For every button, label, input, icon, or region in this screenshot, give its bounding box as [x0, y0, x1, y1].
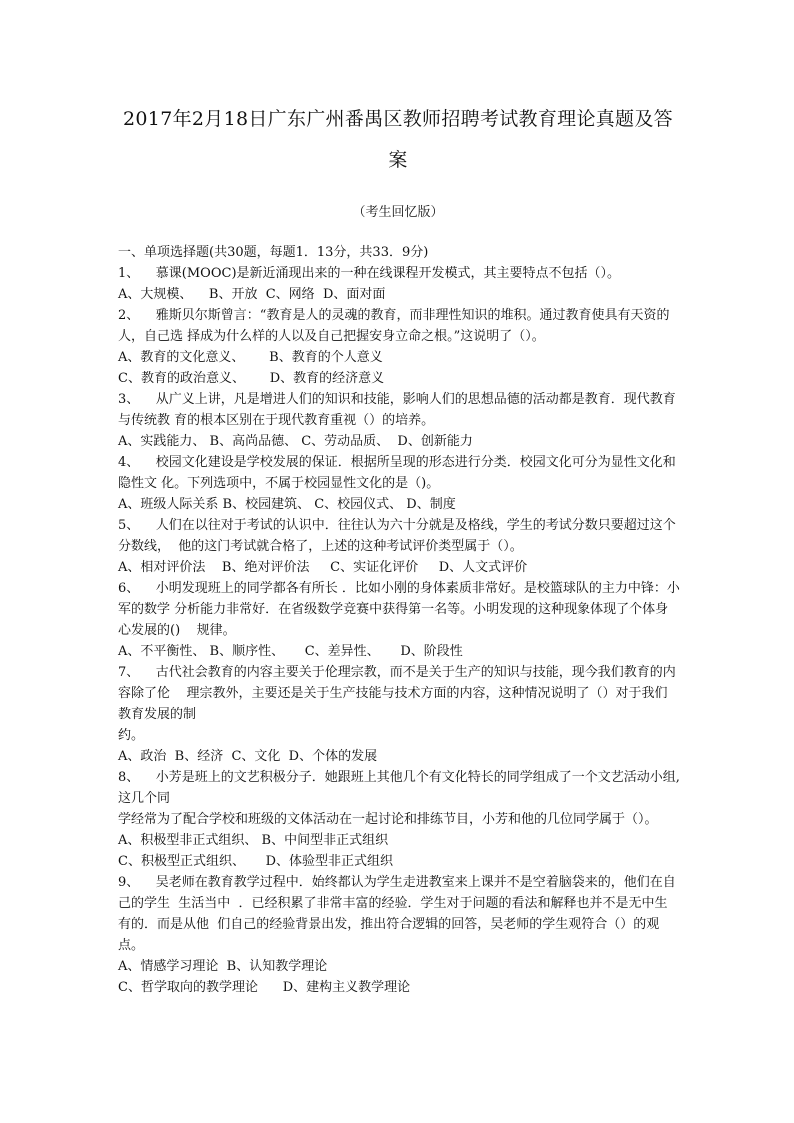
- question-options: A、不平衡性、 B、顺序性、 C、差异性、 D、阶段性: [118, 644, 463, 659]
- question-options: A、情感学习理论 B、认知教学理论: [118, 959, 328, 974]
- question-options: C、积极型正式组织、 D、体验型非正式组织: [118, 854, 394, 869]
- question-stem: 5、 人们在以往对于考试的认识中．往往认为六十分就是及格线，学生的考试分数只要超过这个分数线， 他的这门考试就合格了，上述的这种考试评价类型属于（）。: [118, 518, 676, 554]
- section-header: 一、单项选择题(共30题，每题1．13分，共33．9分): [118, 245, 429, 260]
- question-stem: 9、 吴老师在教育教学过程中．始终都认为学生走进教室来上课并不是空着脑袋来的，他们在自己的学生 生活当中 ．已经积累了非常丰富的经验．学生对于问题的看法和解释也并不是无中生有的．而是从他 们自己的经验背景出发，推出符合逻辑的回答，吴老师的学生观符合（）的观点。: [118, 875, 676, 953]
- question-stem: 2、 雅斯贝尔斯曾言：“教育是人的灵魂的教育，而非理性知识的堆积。通过教育使具有天资的人，自己选 择成为什么样的人以及自己把握安身立命之根。”这说明了（）。: [118, 308, 670, 344]
- question-options: A、实践能力、 B、高尚品德、 C、劳动品质、 D、创新能力: [118, 434, 473, 449]
- question-options: A、班级人际关系 B、校园建筑、 C、校园仪式、 D、制度: [118, 497, 456, 512]
- question-options: A、教育的文化意义、 B、教育的个人意义: [118, 350, 383, 365]
- question-options: A、大规模、 B、开放 C、网络 D、面对面: [118, 287, 386, 302]
- question-options: A、相对评价法 B、绝对评价法 C、实证化评价 D、人文式评价: [118, 560, 528, 575]
- question-stem: 1、 慕课(MOOC)是新近涌现出来的一种在线课程开发模式，其主要特点不包括（）。: [118, 266, 621, 281]
- question-stem: 4、 校园文化建设是学校发展的保证．根据所呈现的形态进行分类．校园文化可分为显性文化和隐性文 化。下列选项中，不属于校园显性文化的是（)。: [118, 455, 676, 491]
- question-options: A、积极型非正式组织、 B、中间型非正式组织: [118, 833, 389, 848]
- question-options: A、政治 B、经济 C、文化 D、个体的发展: [118, 749, 378, 764]
- page-title: 2017年2月18日广东广州番禺区教师招聘考试教育理论真题及答案: [123, 108, 673, 171]
- question-stem: 8、 小芳是班上的文艺积极分子．她跟班上其他几个有文化特长的同学组成了一个文艺活动小组,这几个同 学经常为了配合学校和班级的文体活动在一起讨论和排练节目，小芳和他的几位同学属于（）。: [118, 770, 680, 827]
- question-stem: 7、 古代社会教育的内容主要关于伦理宗教，而不是关于生产的知识与技能，现今我们教育的内容除了伦 理宗教外，主要还是关于生产技能与技术方面的内容，这种情况说明了（）对于我们教育发展的制 约。: [118, 665, 676, 743]
- document-body: [118, 242, 680, 998]
- question-stem: 6、 小明发现班上的同学都各有所长 ．比如小刚的身体素质非常好。是校篮球队的主力中锋：小军的数学 分析能力非常好．在省级数学竞赛中获得第一名等。小明发现的这种现象体现了个体身心发展的() 规律。: [118, 581, 680, 638]
- page-subtitle: （考生回忆版）: [352, 205, 444, 220]
- question-options: C、哲学取向的教学理论 D、建构主义教学理论: [118, 980, 411, 995]
- question-stem: 3、 从广义上讲，凡是增进人们的知识和技能，影响人们的思想品德的活动都是教育．现代教育与传统教 育的根本区别在于现代教育重视（）的培养。: [118, 392, 676, 428]
- question-options: C、教育的政治意义、 D、教育的经济意义: [118, 371, 385, 386]
